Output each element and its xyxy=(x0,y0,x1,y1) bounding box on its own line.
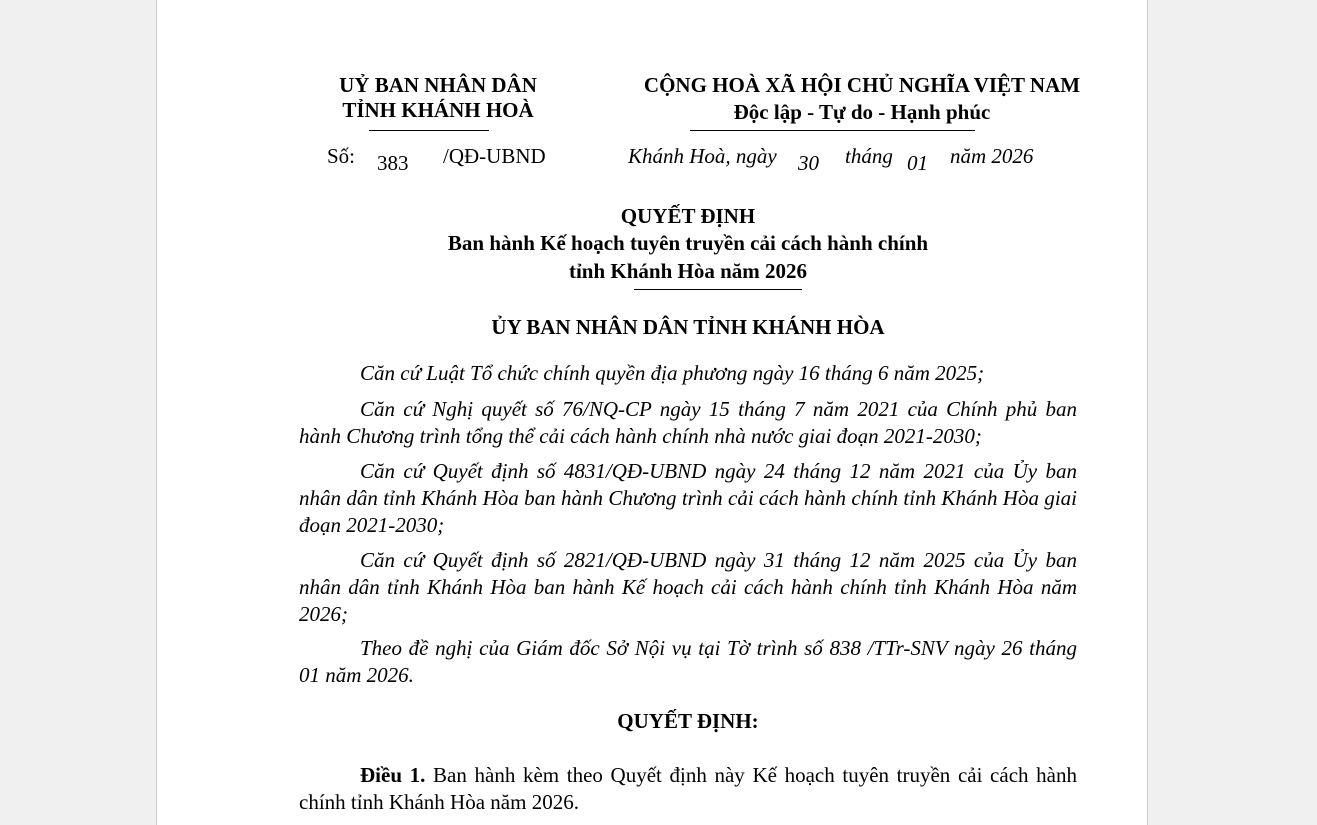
so-suffix: /QĐ-UBND xyxy=(443,144,546,168)
nation-name: CỘNG HOÀ XÃ HỘI CHỦ NGHĨA VIỆT NAM xyxy=(643,73,1081,97)
nation-motto: Độc lập - Tự do - Hạnh phúc xyxy=(733,100,991,124)
document-page xyxy=(156,0,1148,825)
legal-basis-2: Căn cứ Nghị quyết số 76/NQ-CP ngày 15 tháng 7 năm 2021 của Chính phủ ban hành Chương trình tổng thể cải cách hành chính nhà nước giai đoạn 2021-2030; xyxy=(299,397,1077,448)
legal-basis-4: Căn cứ Quyết định số 2821/QĐ-UBND ngày 31 tháng 12 năm 2025 của Ủy ban nhân dân tỉnh Khánh Hòa ban hành Kế hoạch cải cách hành chính tỉnh Khánh Hòa năm 2026; xyxy=(299,548,1077,626)
agency-name-line1: UỶ BAN NHÂN DÂN xyxy=(339,73,537,97)
title-underline xyxy=(634,289,802,290)
place-date-prefix: Khánh Hoà, ngày xyxy=(628,144,777,168)
date-month: 01 xyxy=(907,151,928,175)
decision-heading: QUYẾT ĐỊNH: xyxy=(617,709,759,733)
date-day: 30 xyxy=(798,151,819,175)
so-label: Số: xyxy=(327,144,356,168)
issuing-authority: ỦY BAN NHÂN DÂN TỈNH KHÁNH HÒA xyxy=(491,315,885,339)
agency-underline xyxy=(369,130,489,131)
legal-basis-1: Căn cứ Luật Tổ chức chính quyền địa phương ngày 16 tháng 6 năm 2025; xyxy=(360,361,985,385)
legal-basis-3: Căn cứ Quyết định số 4831/QĐ-UBND ngày 24 tháng 12 năm 2021 của Ủy ban nhân dân tỉnh Khánh Hòa ban hành Chương trình cải cách hành chính tỉnh Khánh Hòa giai đoạn 2021-2030; xyxy=(299,459,1077,537)
month-label: tháng xyxy=(845,144,893,168)
decision-subtitle-line1: Ban hành Kế hoạch tuyên truyền cải cách hành chính xyxy=(447,231,929,255)
agency-name-line2: TỈNH KHÁNH HOÀ xyxy=(342,98,534,122)
article-1-text: Ban hành kèm theo Quyết định này Kế hoạch tuyên truyền cải cách hành chính tỉnh Khánh Hòa năm 2026. xyxy=(299,763,1077,814)
so-number: 383 xyxy=(377,151,409,175)
article-1-label: Điều 1. xyxy=(360,763,426,787)
proposal-basis: Theo đề nghị của Giám đốc Sở Nội vụ tại Tờ trình số 838 /TTr-SNV ngày 26 tháng 01 năm 2026. xyxy=(299,636,1077,687)
decision-subtitle-line2: tỉnh Khánh Hòa năm 2026 xyxy=(568,259,808,283)
motto-underline xyxy=(690,130,975,131)
decision-title: QUYẾT ĐỊNH xyxy=(620,204,756,228)
year-label: năm 2026 xyxy=(950,144,1034,168)
article-1 xyxy=(299,762,1077,816)
